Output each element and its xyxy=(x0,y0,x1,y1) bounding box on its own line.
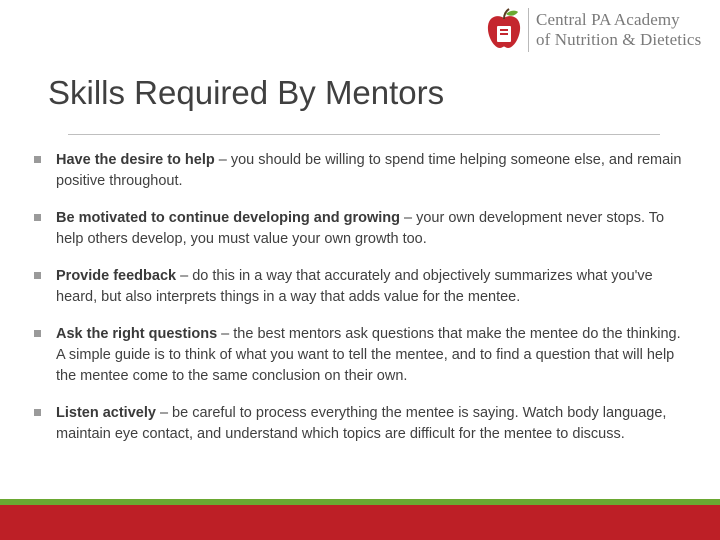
bullet-marker-icon xyxy=(34,214,41,221)
bullet-marker-icon xyxy=(34,409,41,416)
bullet-item xyxy=(34,208,684,250)
bullet-heading: Ask the right questions xyxy=(56,326,218,342)
bullet-item xyxy=(34,324,684,387)
bullet-list xyxy=(34,150,684,461)
logo-divider xyxy=(528,8,529,52)
bullet-heading: Provide feedback xyxy=(56,268,177,284)
apple-icon xyxy=(484,8,524,52)
bullet-text: – the best mentors ask questions that make the mentee do the thinking. A simple guide is to think of what you want to tell the mentee, and to find a question that will help the mentee come to the same conclusion on their own. xyxy=(56,326,681,384)
bullet-text: – your own development never stops. To help others develop, you must value your own growth too. xyxy=(56,210,665,247)
bullet-heading: Listen actively xyxy=(56,405,156,421)
bullet-text: – you should be willing to spend time helping someone else, and remain positive throughout. xyxy=(56,152,682,189)
bullet-marker-icon xyxy=(34,156,41,163)
bullet-heading: Have the desire to help xyxy=(56,152,215,168)
bullet-text: – be careful to process everything the mentee is saying. Watch body language, maintain eye contact, and understand which topics are difficult for the mentee to discuss. xyxy=(56,405,667,442)
bullet-item xyxy=(34,403,684,445)
logo-line-1: Central PA Academy xyxy=(536,10,680,29)
academy-logo xyxy=(474,0,720,66)
slide-title: Skills Required By Mentors xyxy=(48,74,445,111)
logo-line-2: of Nutrition & Dietetics xyxy=(536,30,702,49)
bullet-heading: Be motivated to continue developing and growing xyxy=(56,210,400,226)
footer-accent-red xyxy=(0,505,720,540)
bullet-marker-icon xyxy=(34,330,41,337)
bullet-item xyxy=(34,150,684,192)
bullet-marker-icon xyxy=(34,272,41,279)
bullet-text: – do this in a way that accurately and objectively summarizes what you've heard, but also interprets things in a way that adds value for the mentee. xyxy=(56,268,653,305)
bullet-item xyxy=(34,266,684,308)
title-divider xyxy=(68,134,660,135)
logo-text xyxy=(536,10,701,50)
